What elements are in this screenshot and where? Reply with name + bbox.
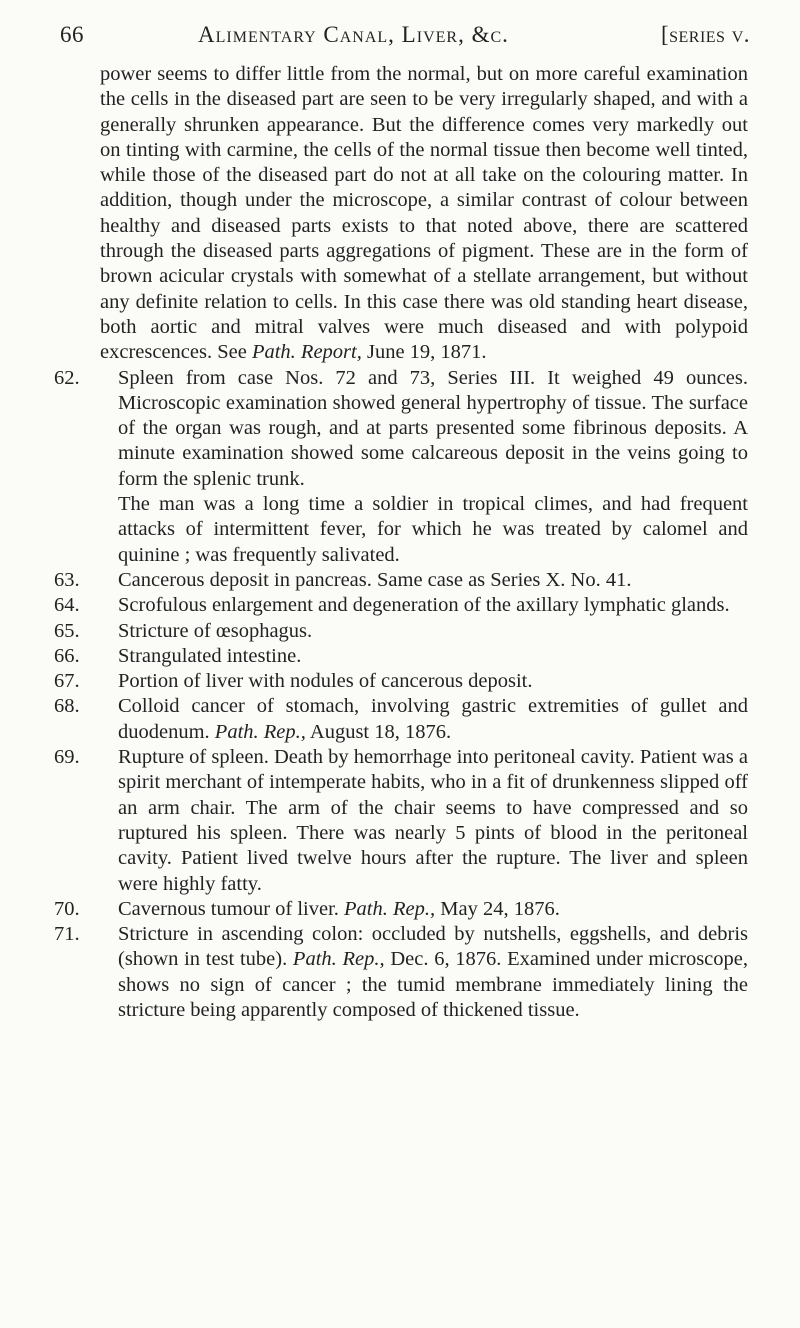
- specimen-entry-62: [54, 366, 748, 568]
- specimen-entry-66: [54, 644, 748, 669]
- entry-text-after: August 18, 1876.: [305, 720, 452, 743]
- reference-italic: Path. Rep.,: [344, 897, 436, 920]
- entry-text: Rupture of spleen. Death by hemorrhage into peritoneal cavity. Patient was a spirit merchant of intemperate habits, who in a fit of drunkenness slipped off an arm chair. The arm of the chair seems to have compressed and so ruptured his spleen. There was nearly 5 pints of blood in the peritoneal cavity. Patient lived twelve hours after the rupture. The liver and spleen were highly fatty.: [118, 746, 748, 895]
- reference-italic: Path. Report,: [251, 341, 362, 364]
- entry-text: Portion of liver with nodules of cancerous deposit.: [118, 670, 533, 693]
- specimen-entry-69: [54, 745, 748, 897]
- specimen-entry-63: [54, 568, 748, 593]
- body-text: [54, 62, 749, 1023]
- entry-number: 62.: [54, 366, 80, 389]
- specimen-entry-65: [54, 619, 748, 644]
- specimen-entry-70: [54, 897, 748, 922]
- entry-text-after: Dec. 6, 1876. Examined under microscope, shows no sign of cancer ; the tumid membrane immediately lining the stricture being apparently composed of thickened tissue.: [118, 948, 749, 1021]
- running-title: Alimentary Canal, Liver, &c.: [198, 22, 509, 47]
- entry-number: 67.: [54, 670, 80, 693]
- continued-paragraph: power seems to differ little from the normal, but on more careful examination the cells in the diseased part are seen to be very irregularly shaped, and with a generally shrunken appearance. But the difference comes very markedly out on tinting with carmine, the cells of the normal tissue then become well tinted, while those of the diseased part do not at all take on the colouring matter. In addition, though under the microscope, a similar contrast of colour between healthy and diseased parts exists to that noted above, there are scattered through the diseased parts aggregations of pigment. These are in the form of brown acicular crystals with somewhat of a stellate arrangement, but without any definite relation to cells. In this case there was old standing heart disease, both aortic and mitral valves were much diseased and with polypoid excrescences. See Path. Report, June 19, 1871.: [100, 63, 748, 364]
- specimen-entry-71: [54, 922, 749, 1023]
- specimen-entry-68: [54, 694, 748, 745]
- entry-text: Stricture of œsophagus.: [118, 619, 313, 642]
- entry-text: Cancerous deposit in pancreas. Same case as Series X. No. 41.: [118, 568, 632, 591]
- entry-text-continued: The man was a long time a soldier in tropical climes, and had frequent attacks of intermittent fever, for which he was treated by calomel and quinine ; was frequently salivated.: [118, 493, 748, 566]
- entry-text: Strangulated intestine.: [118, 644, 302, 667]
- specimen-entry-64: [54, 593, 748, 618]
- running-head: [60, 14, 750, 54]
- entry-text: Scrofulous enlargement and degeneration of the axillary lymphatic glands.: [118, 594, 730, 617]
- entry-number: 63.: [54, 568, 80, 591]
- entry-number: 66.: [54, 644, 80, 667]
- entry-text: Colloid cancer of stomach, involving gastric extremities of gullet and duodenum.: [118, 695, 748, 743]
- entry-number: 68.: [54, 695, 80, 718]
- entry-text-after: May 24, 1876.: [435, 897, 560, 920]
- series-label: [series v.: [660, 22, 750, 47]
- entry-number: 70.: [54, 897, 80, 920]
- entry-number: 69.: [54, 746, 80, 769]
- entry-number: 71.: [54, 923, 80, 946]
- reference-italic: Path. Rep.,: [292, 948, 385, 971]
- specimen-list: [54, 366, 749, 1024]
- reference-italic: Path. Rep.,: [214, 720, 306, 743]
- page-number: 66: [60, 22, 84, 47]
- entry-text: Cavernous tumour of liver.: [118, 897, 345, 920]
- entry-number: 64.: [54, 594, 80, 617]
- entry-text: Spleen from case Nos. 72 and 73, Series III. It weighed 49 ounces. Microscopic examination showed general hypertrophy of tissue. The surface of the organ was rough, and at parts presented some fibrinous deposits. A minute examination showed some calcareous deposit in the veins going to form the splenic trunk.: [118, 366, 748, 490]
- entry-text: Stricture in ascending colon: occluded by nutshells, eggshells, and debris (shown in test tube).: [118, 923, 748, 971]
- specimen-entry-67: [54, 669, 748, 694]
- entry-number: 65.: [54, 619, 80, 642]
